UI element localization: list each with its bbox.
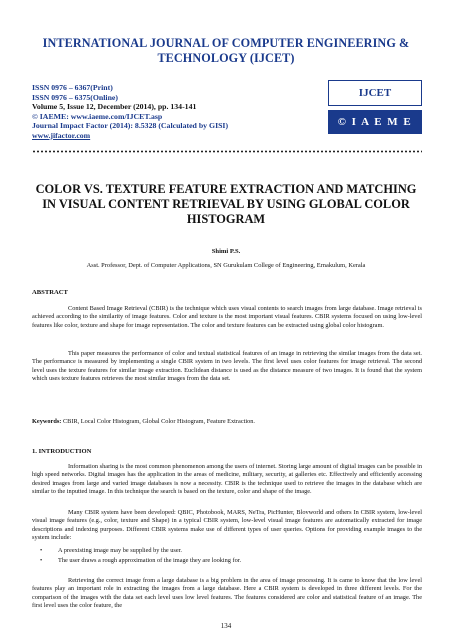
author-name: Shimi P.S. [211, 248, 241, 255]
journal-meta [32, 83, 302, 141]
iaeme-badge: © I A E M E [328, 110, 422, 134]
keywords-text: CBIR, Local Color Histogram, Global Color Histogram, Feature Extraction. [61, 418, 255, 425]
ijcet-badge: IJCET [328, 80, 422, 106]
paper-title: COLOR VS. TEXTURE FEATURE EXTRACTION AND MATCHING IN VISUAL CONTENT RETRIEVAL BY USING GLOBAL COLOR HISTOGRAM [35, 182, 417, 226]
keywords [32, 418, 422, 426]
list-item: • A preexisting image may be supplied by the user. [40, 547, 182, 554]
issn-online: ISSN 0976 – 6375(Online) [32, 92, 118, 102]
jifactor-link[interactable]: www.jifactor.com [32, 130, 91, 140]
bullet-icon: • [40, 557, 43, 564]
issn-print: ISSN 0976 – 6367(Print) [32, 83, 113, 92]
journal-title: INTERNATIONAL JOURNAL OF COMPUTER ENGINEERING & TECHNOLOGY (IJCET) [42, 36, 410, 65]
abstract-paragraph-2: This paper measures the performance of color and textual statistical features of an image in retrieving the similar images from the data set. The performance is measured by implementing a single CBIR system in two levels. The first level uses color features for image retrieval. The second level uses the texture features for similar image extraction. Euclidean distance is used as the distance measure of two images. It is found that the system which uses texture features retrieves the most similar images from the data set. [32, 350, 422, 383]
abstract-heading: ABSTRACT [32, 289, 68, 296]
list-item: • The user draws a rough approximation of the image they are looking for. [40, 557, 242, 564]
abstract-paragraph-1: Content Based Image Retrieval (CBIR) is the technique which uses visual contents to search images from large database. Image retrieval is achieved according to the similarity of image features. Color and texture is the most important visual features. CBIR systems focused on using low-level features like color, texture and shape for image representation. The color and texture features can be extracted using global color histogram. [32, 305, 422, 329]
introduction-paragraph-2: Many CBIR system have been developed: QBIC, Photobook, MARS, NeTra, PicHunter, Blovworld and others In CBIR system, low-level visual image features (e.g., color, texture and Shape) in a typical CBIR system, low-level visual image features are automatically extracted for image descriptions and indexing purposes. Different CBIR systems make use of different types of user queries. Options for providing example images to the system include: [32, 509, 422, 542]
journal-website-link[interactable]: © IAEME: www.iaeme.com/IJCET.asp [32, 111, 163, 121]
introduction-heading: 1. INTRODUCTION [32, 448, 92, 455]
page-number: 134 [220, 622, 232, 630]
introduction-paragraph-1: Information sharing is the most common phenomenon among the users of internet. Storing large amount of digital images can be possible in high speed networks. Digital images has the application in the areas of medicine, military, security, at galleries etc. Effectively and efficiently accessing desired images from large and varied image databases is now a necessity. CBIR is the technique used to retrieve the images in the database which are similar to the inputted image. In this technique the search is based on the texture, color and shape of the image. [32, 463, 422, 496]
dotted-divider [32, 150, 422, 153]
bullet-icon: • [40, 547, 43, 554]
keywords-label: Keywords: [32, 418, 62, 425]
volume-info: Volume 5, Issue 12, December (2014), pp. 134-141 [32, 102, 197, 112]
author-affiliation: Asst. Professor, Dept. of Computer Applications, SN Gurukulam College of Engineering, Ernakulum, Kerala [86, 262, 366, 269]
query-options-list [40, 546, 420, 566]
introduction-paragraph-3: Retrieving the correct image from a large database is a big problem in the area of image processing. It is came to know that the low level features play an important role in extracting the images from a large database. Here a CBIR system is developed in three different levels. For the comparison of the images with the data set each level uses low level features. The features considered are color and statistical feature of an image. The first level uses the color feature, the [32, 577, 422, 610]
impact-factor: Journal Impact Factor (2014): 8.5328 (Calculated by GISI) [32, 121, 229, 131]
